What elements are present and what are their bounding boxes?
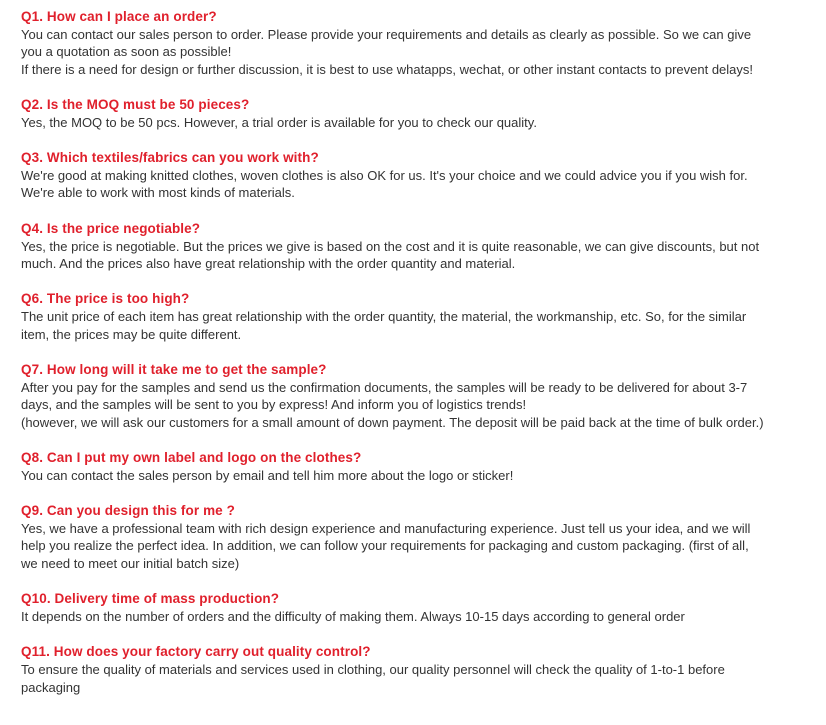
faq-item-q3	[21, 149, 766, 202]
faq-question: Q2. Is the MOQ must be 50 pieces?	[21, 96, 250, 112]
faq-question: Q3. Which textiles/fabrics can you work with?	[21, 150, 319, 166]
faq-answer: After you pay for the samples and send us the confirmation documents, the samples will be ready to be delivered for about 3-7 days, and the samples will be sent to you by express! And inform you of logistics trends! (however, we will ask our customers for a small amount of down payment. The deposit will be paid back at the time of bulk order.)	[21, 379, 764, 430]
faq-answer: It depends on the number of orders and the difficulty of making them. Always 10-15 days according to general order	[21, 609, 685, 625]
faq-question: Q1. How can I place an order?	[21, 9, 217, 24]
faq-question: Q6. The price is too high?	[21, 291, 190, 307]
faq-answer: Yes, we have a professional team with rich design experience and manufacturing experience. Just tell us your idea, and we will help you realize the perfect idea. In addition, we can follow your requirements for packaging and custom packaging. (first of all, we need to meet our initial batch size)	[21, 521, 751, 571]
faq-answer: The unit price of each item has great relationship with the order quantity, the material, the workmanship, etc. So, for the similar item, the prices may be quite different.	[21, 309, 747, 342]
faq-question: Q4. Is the price negotiable?	[21, 220, 201, 236]
faq-item-q6	[21, 290, 766, 343]
faq-answer: You can contact the sales person by email and tell him more about the logo or sticker!	[21, 467, 514, 483]
faq-answer: Yes, the price is negotiable. But the prices we give is based on the cost and it is quite reasonable, we can give discounts, but not much. And the prices also have great relationship with the order quantity and material.	[21, 238, 760, 272]
faq-answer: You can contact our sales person to order. Please provide your requirements and details as clearly as possible. So we can give you a quotation as soon as possible! If there is a need for design or further discussion, it is best to use whatapps, wechat, or other instant contacts to prevent delays!	[21, 27, 754, 77]
faq-answer: Yes, the MOQ to be 50 pcs. However, a trial order is available for you to check our quality.	[21, 114, 537, 130]
faq-item-q8	[21, 449, 766, 484]
faq-item-q11	[21, 643, 766, 696]
faq-item-q10	[21, 590, 766, 625]
faq-answer: We're good at making knitted clothes, woven clothes is also OK for us. It's your choice and we could advice you if you wish for. We're able to work with most kinds of materials.	[21, 168, 748, 201]
faq-answer: To ensure the quality of materials and services used in clothing, our quality personnel will check the quality of 1-to-1 before packaging	[21, 662, 725, 695]
faq-question: Q11. How does your factory carry out quality control?	[21, 644, 371, 660]
faq-question: Q8. Can I put my own label and logo on the clothes?	[21, 449, 362, 465]
faq-item-q7	[21, 361, 766, 431]
faq-question: Q9. Can you design this for me ?	[21, 503, 235, 519]
faq-item-q9	[21, 502, 766, 572]
faq-question: Q10. Delivery time of mass production?	[21, 591, 280, 607]
faq-item-q4	[21, 220, 766, 273]
faq-item-q1	[21, 8, 766, 78]
faq-question: Q7. How long will it take me to get the sample?	[21, 361, 327, 377]
faq-item-q2	[21, 96, 766, 131]
faq-list	[21, 8, 766, 714]
